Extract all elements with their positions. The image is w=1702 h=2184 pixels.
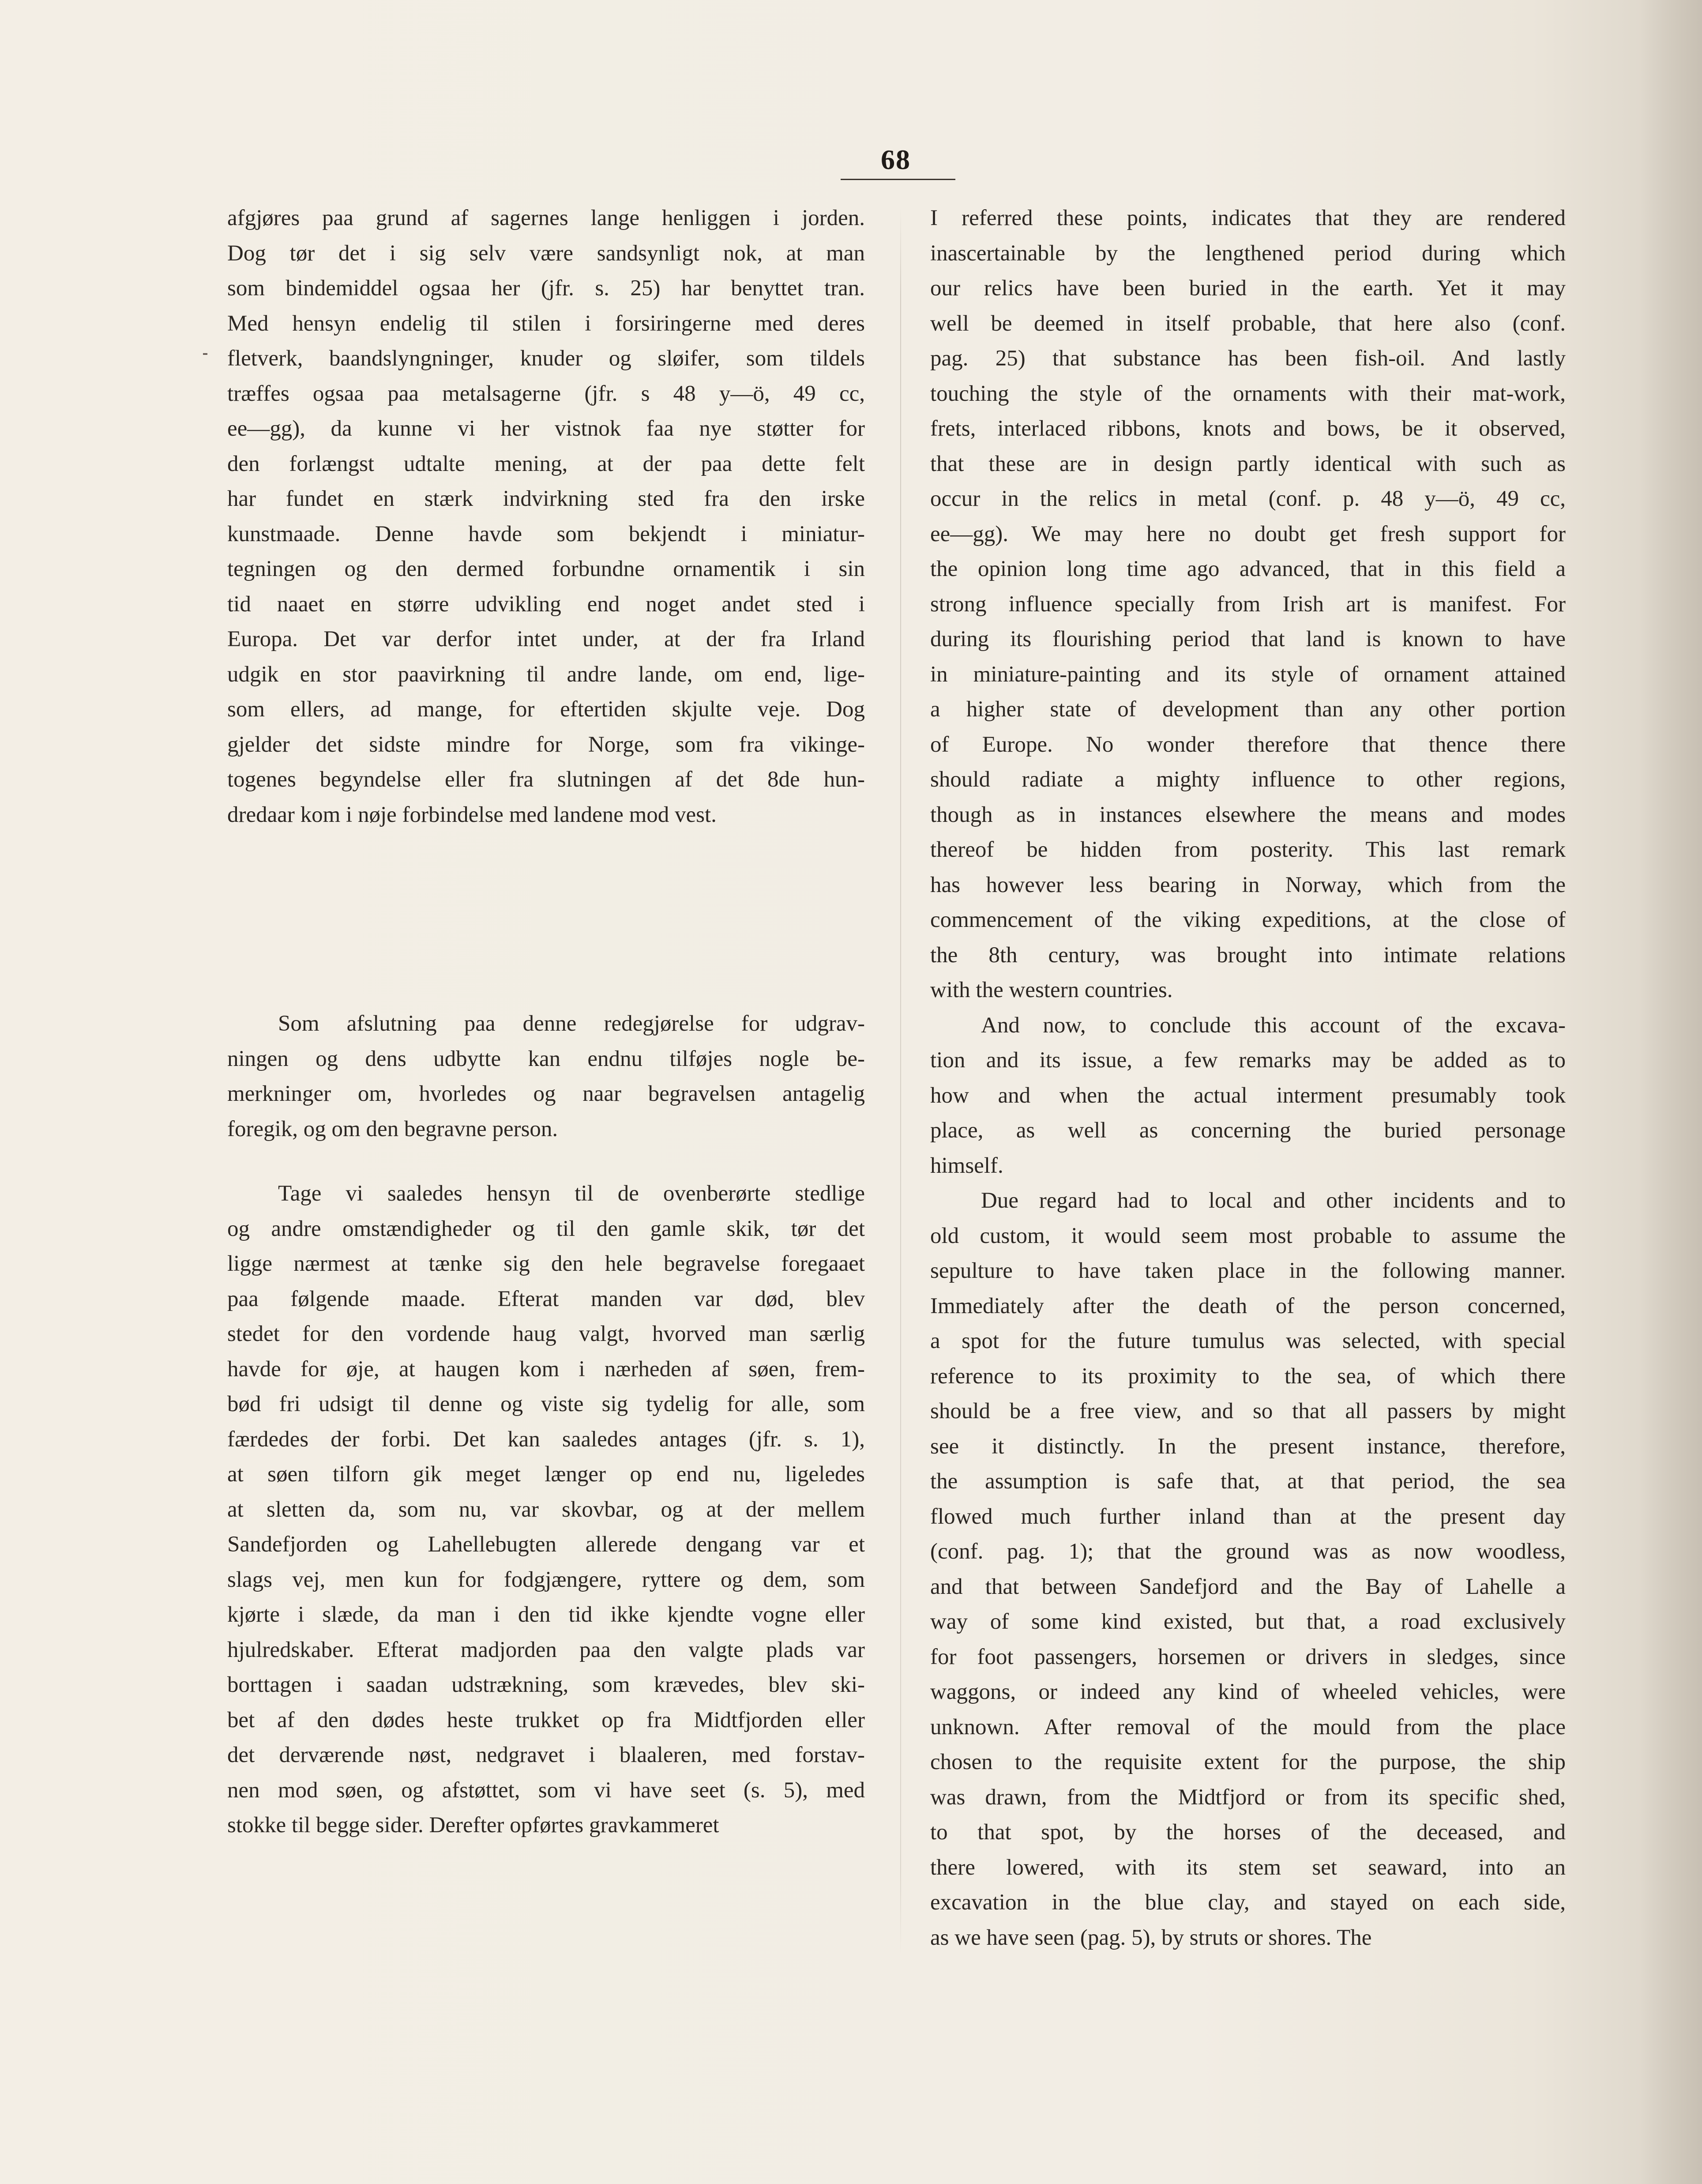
text-line: the opinion long time ago advanced, that in this field a <box>930 557 1566 581</box>
text-line: our relics have been buried in the earth. Yet it may <box>930 276 1566 301</box>
text-line: unknown. After removal of the mould from the place <box>930 1714 1566 1740</box>
text-line: to that spot, by the horses of the deceased, and <box>930 1820 1566 1845</box>
text-line: there lowered, with its stem set seaward, into an <box>930 1855 1566 1880</box>
text-line: flowed much further inland than at the present day <box>930 1504 1566 1529</box>
text-line: inascertainable by the lengthened period during which <box>930 241 1566 266</box>
text-line: færdedes der forbi. Det kan saaledes antages (jfr. s. 1), <box>227 1427 865 1452</box>
text-line: fletverk, baandslyngninger, knuder og sløifer, som tildels <box>227 346 865 371</box>
text-line: was drawn, from the Midtfjord or from its specific shed, <box>930 1785 1566 1810</box>
text-line: waggons, or indeed any kind of wheeled vehicles, were <box>930 1679 1566 1704</box>
text-line: as we have seen (pag. 5), by struts or shores. The <box>930 1925 1372 1950</box>
text-line: sepulture to have taken place in the following manner. <box>930 1258 1566 1283</box>
text-line: tid naaet en større udvikling end noget andet sted i <box>227 591 865 617</box>
text-line: Europa. Det var derfor intet under, at der fra Irland <box>227 627 865 651</box>
text-line: in miniature-painting and its style of ornament attained <box>930 662 1566 687</box>
text-line: gjelder det sidste mindre for Norge, som fra vikinge- <box>227 732 865 757</box>
text-line: And now, to conclude this account of the excava- <box>981 1013 1566 1038</box>
text-line: at søen tilforn gik meget længer op end nu, ligeledes <box>227 1462 865 1487</box>
text-line: nen mod søen, og afstøttet, som vi have seet (s. 5), med <box>227 1777 865 1803</box>
text-line: den forlængst udtalte mening, at der paa dette felt <box>227 451 865 476</box>
text-line: ee—gg). We may here no doubt get fresh support for <box>930 521 1566 546</box>
text-line: touching the style of the ornaments with their mat-work, <box>930 381 1566 406</box>
text-line: himself. <box>930 1153 1003 1178</box>
text-line: should radiate a mighty influence to other regions, <box>930 767 1566 792</box>
text-line: har fundet en stærk indvirkning sted fra den irske <box>227 486 865 511</box>
text-line: well be deemed in itself probable, that here also (conf. <box>930 311 1566 336</box>
text-line: commencement of the viking expeditions, at the close of <box>930 907 1566 932</box>
english-text <box>930 201 1566 1955</box>
text-line: Som afslutning paa denne redegjørelse for udgrav- <box>278 1011 865 1036</box>
text-line: Tage vi saaledes hensyn til de ovenberørte stedlige <box>278 1181 865 1206</box>
text-line: stokke til begge sider. Derefter opførtes gravkammeret <box>227 1813 719 1838</box>
text-line: som ellers, ad mange, for eftertiden skjulte veje. Dog <box>227 697 865 722</box>
text-line: way of some kind existed, but that, a road exclusively <box>930 1609 1566 1634</box>
text-line: with the western countries. <box>930 978 1173 1002</box>
text-line: strong influence specially from Irish art is manifest. For <box>930 591 1566 617</box>
text-line: pag. 25) that substance has been fish-oil. And lastly <box>930 346 1566 371</box>
text-line: ee—gg), da kunne vi her vistnok faa nye støtter for <box>227 416 865 441</box>
text-line: merkninger om, hvorledes og naar begravelsen antagelig <box>227 1081 865 1106</box>
text-line: Immediately after the death of the person concerned, <box>930 1293 1566 1318</box>
column-divider <box>900 207 901 1955</box>
text-line: stedet for den vordende haug valgt, hvorved man særlig <box>227 1322 865 1346</box>
text-line: a higher state of development than any other portion <box>930 697 1566 722</box>
text-line: borttagen i saadan udstrækning, som krævedes, blev ski- <box>227 1672 865 1697</box>
text-line: a spot for the future tumulus was selected, with special <box>930 1329 1566 1353</box>
text-line: det derværende nøst, nedgravet i blaaleren, med forstav- <box>227 1743 865 1767</box>
text-line: at sletten da, som nu, var skovbar, og at der mellem <box>227 1497 865 1522</box>
text-line: togenes begyndelse eller fra slutningen af det 8de hun- <box>227 767 865 792</box>
text-line: though as in instances elsewhere the means and modes <box>930 802 1566 827</box>
text-line: ligge nærmest at tænke sig den hele begravelse foregaaet <box>227 1251 865 1276</box>
text-line: paa følgende maade. Efterat manden var død, blev <box>227 1286 865 1311</box>
text-line: should be a free view, and so that all passers by might <box>930 1399 1566 1423</box>
page-number: 68 <box>881 144 911 175</box>
text-line: hjulredskaber. Efterat madjorden paa den valgte plads var <box>227 1637 865 1662</box>
text-line: has however less bearing in Norway, which from the <box>930 872 1566 897</box>
norwegian-paragraph-2 <box>227 1006 865 1147</box>
text-line: tion and its issue, a few remarks may be added as to <box>930 1048 1566 1073</box>
page-number-rule <box>841 179 955 180</box>
text-line: Med hensyn endelig til stilen i forsiringerne med deres <box>227 311 865 336</box>
text-line: Due regard had to local and other incidents and to <box>981 1188 1566 1213</box>
text-line: how and when the actual interment presumably took <box>930 1083 1566 1108</box>
text-line: bet af den dødes heste trukket op fra Midtfjorden eller <box>227 1707 865 1732</box>
text-line: afgjøres paa grund af sagernes lange henliggen i jorden. <box>227 206 865 230</box>
text-line: and that between Sandefjord and the Bay of Lahelle a <box>930 1574 1566 1599</box>
text-line: the 8th century, was brought into intimate relations <box>930 942 1566 968</box>
text-line: the assumption is safe that, at that period, the sea <box>930 1469 1566 1494</box>
text-line: frets, interlaced ribbons, knots and bows, be it observed, <box>930 416 1566 441</box>
text-line: excavation in the blue clay, and stayed on each side, <box>930 1890 1566 1915</box>
norwegian-paragraph-1 <box>227 201 865 832</box>
text-line: Sandefjorden og Lahellebugten allerede dengang var et <box>227 1532 865 1557</box>
text-line: during its flourishing period that land is known to have <box>930 627 1566 651</box>
text-line: bød fri udsigt til denne og viste sig tydelig for alle, som <box>227 1392 865 1416</box>
text-line: for foot passengers, horsemen or drivers in sledges, since <box>930 1644 1566 1669</box>
text-line: of Europe. No wonder therefore that thence there <box>930 732 1566 757</box>
text-line: I referred these points, indicates that they are rendered <box>930 206 1566 230</box>
text-line: havde for øje, at haugen kom i nærheden af søen, frem- <box>227 1356 865 1382</box>
text-line: old custom, it would seem most probable to assume the <box>930 1223 1566 1248</box>
text-line: kjørte i slæde, da man i den tid ikke kjendte vogne eller <box>227 1602 865 1627</box>
text-line: kunstmaade. Denne havde som bekjendt i miniatur- <box>227 521 865 546</box>
text-line: tegningen og den dermed forbundne ornamentik i sin <box>227 557 865 581</box>
text-line: og andre omstændigheder og til den gamle skik, tør det <box>227 1216 865 1241</box>
text-line: thereof be hidden from posterity. This last remark <box>930 837 1566 862</box>
text-line: udgik en stor paavirkning til andre lande, om end, lige- <box>227 662 865 687</box>
text-line: slags vej, men kun for fodgjængere, ryttere og dem, som <box>227 1567 865 1592</box>
text-line: occur in the relics in metal (conf. p. 48 y—ö, 49 cc, <box>930 486 1566 511</box>
text-line: Dog tør det i sig selv være sandsynligt nok, at man <box>227 241 865 266</box>
text-line: ningen og dens udbytte kan endnu tilføjes nogle be- <box>227 1046 865 1071</box>
text-line: chosen to the requisite extent for the purpose, the ship <box>930 1750 1566 1774</box>
text-line: place, as well as concerning the buried personage <box>930 1118 1566 1143</box>
text-line: reference to its proximity to the sea, of which there <box>930 1363 1566 1389</box>
text-line: træffes ogsaa paa metalsagerne (jfr. s 48 y—ö, 49 cc, <box>227 381 865 406</box>
text-line: dredaar kom i nøje forbindelse med landene mod vest. <box>227 802 717 827</box>
page-edge-shadow <box>1640 0 1702 2184</box>
text-line: foregik, og om den begravne person. <box>227 1116 558 1141</box>
text-line: (conf. pag. 1); that the ground was as now woodless, <box>930 1539 1566 1564</box>
margin-mark <box>203 353 207 355</box>
text-line: see it distinctly. In the present instance, therefore, <box>930 1434 1566 1459</box>
text-line: that these are in design partly identical with such as <box>930 451 1566 476</box>
text-line: som bindemiddel ogsaa her (jfr. s. 25) har benyttet tran. <box>227 276 865 301</box>
norwegian-paragraph-3 <box>227 1176 865 1843</box>
